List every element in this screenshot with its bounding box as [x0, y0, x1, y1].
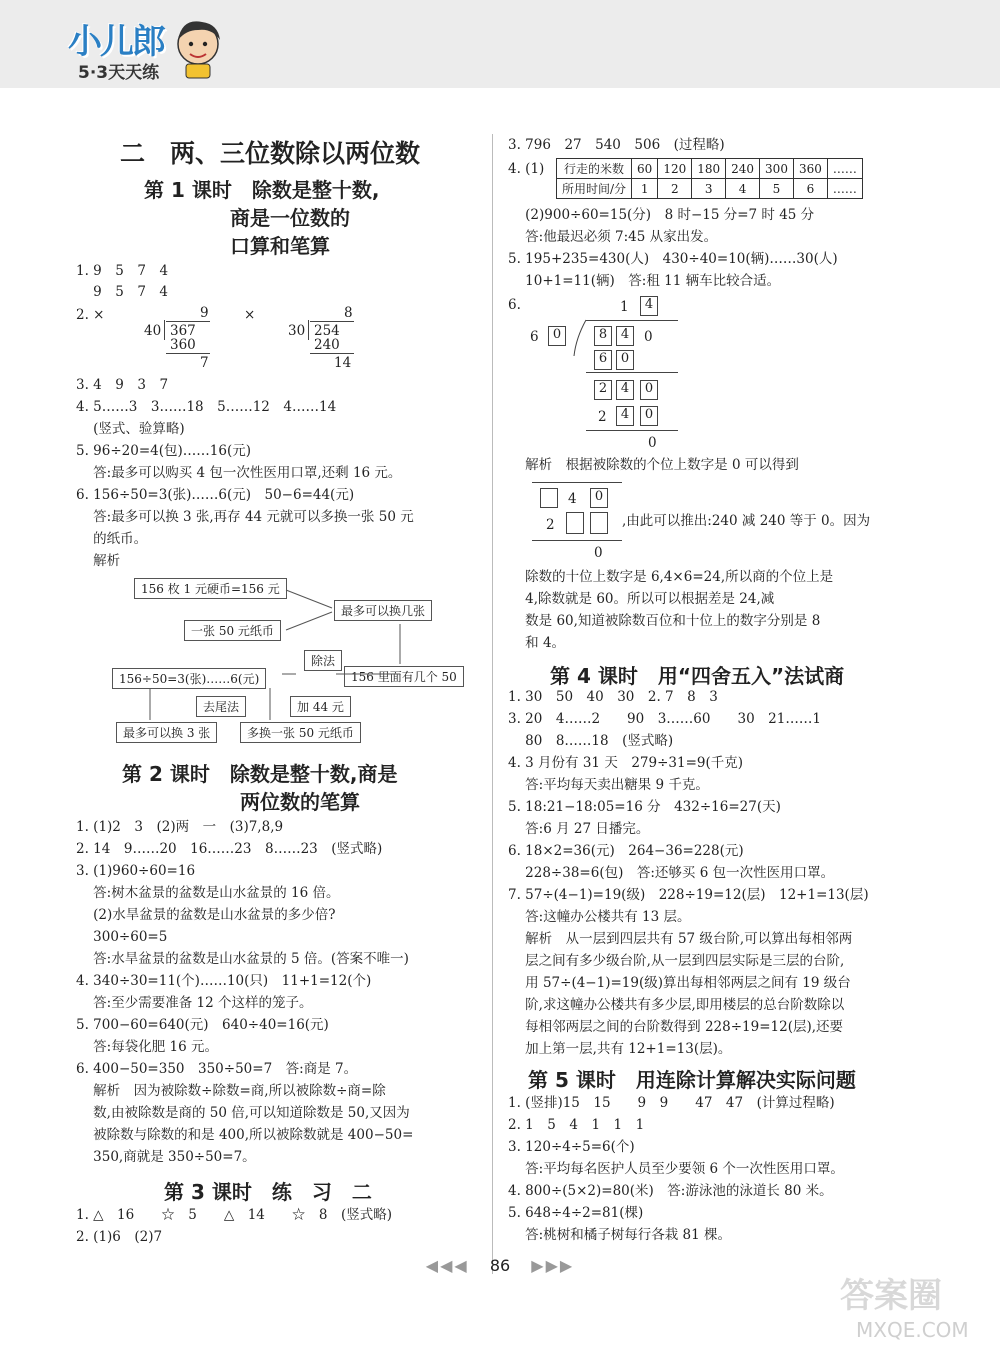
- puzzle-digit: 0: [648, 435, 657, 451]
- answer-line: 答:这幢办公楼共有 13 层。: [508, 909, 691, 925]
- answer-line: 3. 20 4……2 90 3……60 30 21……1: [508, 711, 821, 727]
- walking-table: [556, 158, 863, 199]
- flow-box: 最多可以换几张: [334, 600, 432, 621]
- table-row: 行走的米数 60 120 180 240 300 360 ……: [557, 159, 863, 179]
- flow-box: 156 枚 1 元硬币=156 元: [134, 578, 287, 599]
- answer-line: 3. (1)960÷60=16: [76, 863, 196, 879]
- logo-series: 5·3天天练: [78, 63, 160, 83]
- answer-line: 答:6 月 27 日播完。: [508, 821, 650, 837]
- answer-line: 80 8……18 (竖式略): [508, 733, 674, 749]
- answer-line: 答:平均每名医护人员至少要领 6 个一次性医用口罩。: [508, 1161, 844, 1177]
- puzzle-digit: 2: [598, 409, 607, 425]
- answer-line: (2)900÷60=15(分) 8 时−15 分=7 时 45 分: [508, 207, 815, 223]
- answer-line: 9 5 7 4: [76, 284, 169, 300]
- lesson1-title-line2: 商是一位数的: [230, 206, 350, 230]
- answer-line: 答:最多可以换 3 张,再存 44 元就可以多换一张 50 元: [76, 509, 414, 525]
- answer-line: 6. 156÷50=3(张)……6(元) 50−6=44(元): [76, 487, 355, 503]
- answer-line: 解析 因为被除数÷除数=商,所以被除数÷商=除: [76, 1083, 386, 1099]
- answer-line: 除数的十位上数字是 6,4×6=24,所以商的个位上是: [508, 569, 834, 585]
- lesson4-title: 第 4 课时 用“四舍五入”法试商: [550, 664, 845, 688]
- flow-box: 156 里面有几个 50: [344, 666, 464, 687]
- puzzle-box: [540, 488, 558, 508]
- page-number: 86: [489, 1256, 511, 1275]
- watermark-url: MXQE.COM: [856, 1318, 969, 1342]
- answer-line: 答:水旱盆景的盆数是山水盆景的 5 倍。(答案不唯一): [76, 951, 409, 967]
- flow-box: 156÷50=3(张)……6(元): [112, 668, 266, 689]
- dividend: 254: [314, 323, 340, 339]
- answer-line: 6.: [508, 297, 521, 313]
- answer-line: 10+1=11(辆) 答:租 11 辆车比较合适。: [508, 273, 781, 289]
- puzzle-box: 0: [616, 350, 634, 370]
- remainder: 14: [334, 355, 352, 371]
- answer-line: 5. 18:21−18:05=16 分 432÷16=27(天): [508, 799, 781, 815]
- answer-line: 4. 5……3 3……18 5……12 4……14: [76, 399, 337, 415]
- puzzle-box: 4: [640, 296, 658, 316]
- answer-line: 228÷38=6(包) 答:还够买 6 包一次性医用口罩。: [508, 865, 835, 881]
- answer-line: (竖式、验算略): [76, 421, 185, 437]
- answer-line: 350,商就是 350÷50=7。: [76, 1149, 256, 1165]
- quotient: 9: [200, 305, 209, 321]
- answer-line: 阶,求这幢办公楼共有多少层,即用楼层的总台阶数除以: [508, 997, 845, 1013]
- answer-line: 每相邻两层之间的台阶数得到 228÷19=12(层),还要: [508, 1019, 844, 1035]
- answer-line: 1. (1)2 3 (2)两 一 (3)7,8,9: [76, 819, 284, 835]
- next-arrows-icon: ▶▶▶: [531, 1256, 575, 1275]
- remainder: 7: [200, 355, 209, 371]
- answer-line: 300÷60=5: [76, 929, 168, 945]
- answer-line: 答:他最迟必须 7:45 从家出发。: [508, 229, 718, 245]
- answer-line: ,由此可以推出:240 减 240 等于 0。因为: [622, 513, 871, 529]
- answer-line: 答:平均每天卖出糖果 9 千克。: [508, 777, 709, 793]
- answer-line: 6. 400−50=350 350÷50=7 答:商是 7。: [76, 1061, 358, 1077]
- lesson2-title-line1: 第 2 课时 除数是整十数,商是: [122, 762, 398, 786]
- flow-box: 去尾法: [196, 696, 246, 717]
- flow-box: 加 44 元: [290, 696, 351, 717]
- watermark-logo: 答案圈: [840, 1276, 942, 1316]
- puzzle-box: 4: [616, 326, 634, 346]
- mark-2: ×: [244, 307, 256, 323]
- answer-line: 答:至少需要准备 12 个这样的笼子。: [76, 995, 313, 1011]
- answer-line: 2. ×: [76, 307, 105, 323]
- puzzle-box: 0: [640, 380, 658, 400]
- answer-line: 层之间有多少级台阶,从一层到四层实际是三层的台阶,: [508, 953, 845, 969]
- answer-line: 答:树木盆景的盆数是山水盆景的 16 倍。: [76, 885, 340, 901]
- puzzle-box: 2: [594, 380, 612, 400]
- answer-line: 3. 796 27 540 506 (过程略): [508, 137, 725, 153]
- puzzle-digit: 1: [620, 299, 629, 315]
- puzzle-digit: 4: [568, 491, 577, 507]
- column-divider: [492, 134, 493, 1274]
- lesson1-title-line3: 口算和笔算: [230, 234, 330, 258]
- flow-box: 一张 50 元纸币: [184, 620, 281, 641]
- answer-line: 加上第一层,共有 12+1=13(层)。: [508, 1041, 732, 1057]
- answer-line: 解析: [76, 553, 121, 569]
- answer-line: 1. (竖排)15 15 9 9 47 47 (计算过程略): [508, 1095, 835, 1111]
- puzzle-digit: 6: [530, 329, 539, 345]
- answer-line: 6. 18×2=36(元) 264−36=228(元): [508, 843, 744, 859]
- answer-line: 解析 从一层到四层共有 57 级台阶,可以算出每相邻两: [508, 931, 853, 947]
- answer-line: 2. (1)6 (2)7: [76, 1229, 163, 1245]
- answer-line: 1. 9 5 7 4: [76, 263, 169, 279]
- answer-line: 3. 120÷4÷5=6(个): [508, 1139, 635, 1155]
- answer-line: 答:最多可以购买 4 包一次性医用口罩,还剩 16 元。: [76, 465, 402, 481]
- logo-title: 小儿郎: [68, 22, 164, 62]
- answer-line: 4. 3 月份有 31 天 279÷31=9(千克): [508, 755, 744, 771]
- answer-line: 1. △ 16 ☆ 5 △ 14 ☆ 8 (竖式略): [76, 1207, 393, 1223]
- table-row: 所用时间/分 1 2 3 4 5 6 ……: [557, 179, 863, 199]
- lesson1-title-line1: 第 1 课时 除数是整十数,: [144, 178, 380, 202]
- answer-line: 和 4。: [508, 635, 566, 651]
- lesson5-title: 第 5 课时 用连除计算解决实际问题: [528, 1068, 856, 1092]
- answer-line: 数,由被除数是商的 50 倍,可以知道除数是 50,又因为: [76, 1105, 410, 1121]
- quotient: 8: [344, 305, 353, 321]
- puzzle-box: 0: [548, 326, 566, 346]
- puzzle-box: [566, 512, 584, 534]
- puzzle-digit: 0: [594, 545, 603, 561]
- divisor: 30: [288, 323, 306, 339]
- flow-arrows: [100, 570, 480, 740]
- answer-line: 5. 700−60=640(元) 640÷40=16(元): [76, 1017, 329, 1033]
- answer-line: 4. 340÷30=11(个)……10(只) 11+1=12(个): [76, 973, 372, 989]
- chapter-title: 二 两、三位数除以两位数: [120, 139, 421, 168]
- answer-line: 2. 14 9……20 16……23 8……23 (竖式略): [76, 841, 383, 857]
- answer-line: 2. 1 5 4 1 1 1: [508, 1117, 645, 1133]
- answer-line: 答:桃树和橘子树每行各栽 81 棵。: [508, 1227, 731, 1243]
- puzzle-box: [590, 512, 608, 534]
- puzzle-box: 6: [594, 350, 612, 370]
- product: 240: [314, 337, 340, 353]
- answer-line: 5. 96÷20=4(包)……16(元): [76, 443, 251, 459]
- answer-line: 4. 800÷(5×2)=80(米) 答:游泳池的泳道长 80 米。: [508, 1183, 833, 1199]
- product: 360: [170, 337, 196, 353]
- answer-line: 用 57÷(4−1)=19(级)算出每相邻两层之间有 19 级台: [508, 975, 851, 991]
- lesson2-title-line2: 两位数的笔算: [240, 790, 360, 814]
- puzzle-digit: 2: [546, 517, 555, 533]
- answer-line: 解析 根据被除数的个位上数字是 0 可以得到: [508, 457, 799, 473]
- divisor: 40: [144, 323, 162, 339]
- puzzle-box: 4: [616, 406, 634, 426]
- answer-line: 4. (1): [508, 161, 545, 177]
- puzzle-box: 4: [616, 380, 634, 400]
- answer-line: 答:每袋化肥 16 元。: [76, 1039, 218, 1055]
- answer-line: 数是 60,知道被除数百位和十位上的数字分别是 8: [508, 613, 821, 629]
- answer-line: 3. 4 9 3 7: [76, 377, 169, 393]
- answer-line: 1. 30 50 40 30 2. 7 8 3: [508, 689, 718, 705]
- puzzle-digit: 0: [644, 329, 653, 345]
- answer-line: 7. 57÷(4−1)=19(级) 228÷19=12(层) 12+1=13(层): [508, 887, 869, 903]
- flow-box: 最多可以换 3 张: [116, 722, 217, 743]
- lesson3-title: 第 3 课时 练 习 二: [164, 1180, 372, 1204]
- prev-arrows-icon: ◀◀◀: [425, 1256, 469, 1275]
- answer-line: (2)水旱盆景的盆数是山水盆景的多少倍?: [76, 907, 336, 923]
- flow-box: 除法: [304, 650, 342, 671]
- answer-line: 4,除数就是 60。所以可以根据差是 24,减: [508, 591, 775, 607]
- flow-box: 多换一张 50 元纸币: [240, 722, 361, 743]
- answer-line: 5. 648÷4÷2=81(棵): [508, 1205, 644, 1221]
- answer-line: 的纸币。: [76, 531, 148, 547]
- answer-line: 被除数与除数的和是 400,所以被除数就是 400−50=: [76, 1127, 414, 1143]
- dividend: 367: [170, 323, 196, 339]
- answer-line: 5. 195+235=430(人) 430÷40=10(辆)……30(人): [508, 251, 838, 267]
- puzzle-box: 8: [594, 326, 612, 346]
- puzzle-box: 0: [640, 406, 658, 426]
- cartoon-boy-icon: [168, 14, 228, 80]
- puzzle-box: 0: [590, 488, 608, 508]
- page-header: [0, 0, 1000, 88]
